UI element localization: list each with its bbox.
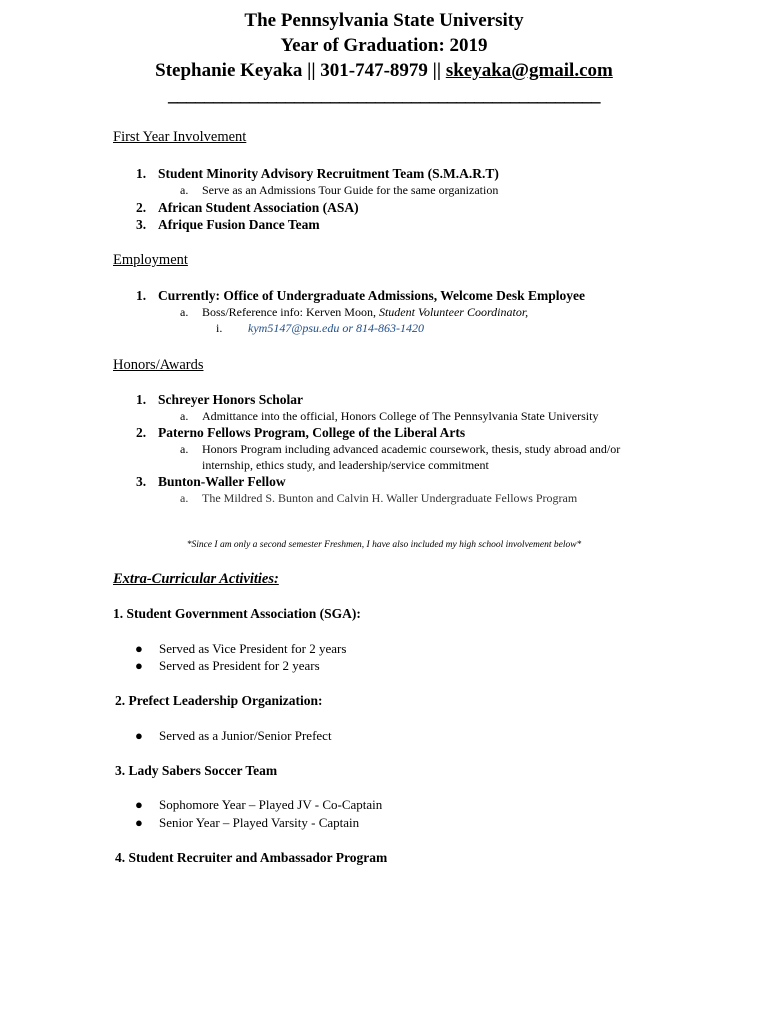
section-title-honors: Honors/Awards — [113, 357, 204, 373]
list-item — [136, 200, 359, 216]
item-label: Afrique Fusion Dance Team — [158, 217, 320, 232]
list-item — [136, 392, 303, 408]
bullet-icon: ● — [135, 797, 143, 812]
reference-role: Student Volunteer Coordinator, — [378, 305, 529, 319]
sub-mark: a. — [180, 183, 189, 197]
sub-mark: a. — [180, 491, 189, 505]
activity-title: 3. Lady Sabers Soccer Team — [115, 763, 278, 778]
sub-item — [180, 409, 598, 424]
item-label: Student Minority Advisory Recruitment Team (S.M.A.R.T) — [158, 166, 499, 181]
bullet-item — [135, 728, 332, 744]
section-title-extracurricular: Extra-Curricular Activities: — [113, 571, 279, 587]
list-item — [136, 166, 499, 182]
university-name: The Pennsylvania State University — [244, 10, 524, 31]
sub-mark: i. — [216, 321, 223, 335]
section-title-first-year: First Year Involvement — [113, 129, 247, 145]
list-item — [136, 217, 320, 233]
activity-title: 1. Student Government Association (SGA): — [113, 606, 361, 621]
bullet-item — [135, 658, 320, 674]
item-number: 3. — [136, 474, 147, 489]
contact-line — [0, 58, 768, 83]
bullet-icon: ● — [135, 641, 143, 656]
high-school-note: *Since I am only a second semester Freshmen, I have also included my high school involvement below* — [186, 540, 582, 550]
item-label: Schreyer Honors Scholar — [158, 392, 303, 407]
sub-sub-item — [216, 321, 424, 336]
reference-email-link[interactable]: kym5147@psu.edu — [248, 321, 340, 335]
sub-text: The Mildred S. Bunton and Calvin H. Waller Undergraduate Fellows Program — [202, 491, 578, 505]
item-label: African Student Association (ASA) — [158, 200, 359, 215]
item-label: Bunton-Waller Fellow — [158, 474, 286, 489]
sub-item — [180, 442, 620, 457]
bullet-icon: ● — [135, 728, 143, 743]
bullet-icon: ● — [135, 658, 143, 673]
list-item — [136, 425, 465, 441]
bullet-text: Senior Year – Played Varsity - Captain — [159, 815, 360, 830]
header-rule: ________________________________________________ — [168, 85, 600, 106]
sub-text: Serve as an Admissions Tour Guide for the same organization — [202, 183, 499, 197]
item-number: 1. — [136, 166, 147, 181]
sub-item — [180, 305, 528, 320]
sub-item — [180, 491, 577, 506]
sub-text: Honors Program including advanced academic coursework, thesis, study abroad and/or — [202, 442, 621, 456]
resume-header — [0, 8, 768, 108]
bullet-item — [135, 815, 359, 831]
item-number: 2. — [136, 200, 147, 215]
list-item — [136, 474, 286, 490]
sub-mark: a. — [180, 442, 189, 456]
bullet-text: Served as a Junior/Senior Prefect — [159, 728, 332, 743]
item-number: 3. — [136, 217, 147, 232]
sub-item-continued: internship, ethics study, and leadership/service commitment — [202, 458, 489, 472]
activity-title: 2. Prefect Leadership Organization: — [115, 693, 323, 708]
item-label: Paterno Fellows Program, College of the Liberal Arts — [158, 425, 466, 440]
sub-item — [180, 183, 498, 198]
bullet-icon: ● — [135, 815, 143, 830]
bullet-item — [135, 797, 382, 813]
name-phone: Stephanie Keyaka || 301-747-8979 || — [155, 60, 446, 81]
bullet-text: Sophomore Year – Played JV - Co-Captain — [159, 797, 383, 812]
bullet-text: Served as President for 2 years — [159, 658, 320, 673]
email-link[interactable]: skeyaka@gmail.com — [445, 60, 613, 81]
activity-title: 4. Student Recruiter and Ambassador Program — [115, 850, 388, 865]
item-number: 2. — [136, 425, 147, 440]
reference-phone: or 814-863-1420 — [339, 321, 425, 335]
sub-mark: a. — [180, 409, 189, 423]
sub-text: Boss/Reference info: Kerven Moon, — [202, 305, 379, 319]
sub-text: Admittance into the official, Honors College of The Pennsylvania State University — [202, 409, 599, 423]
bullet-item — [135, 641, 346, 657]
bullet-text: Served as Vice President for 2 years — [159, 641, 347, 656]
item-number: 1. — [136, 392, 147, 407]
list-item — [136, 288, 585, 304]
item-label: Currently: Office of Undergraduate Admissions, Welcome Desk Employee — [158, 288, 585, 303]
sub-mark: a. — [180, 305, 189, 319]
item-number: 1. — [136, 288, 147, 303]
graduation-year: Year of Graduation: 2019 — [280, 35, 488, 56]
section-title-employment: Employment — [113, 252, 188, 268]
